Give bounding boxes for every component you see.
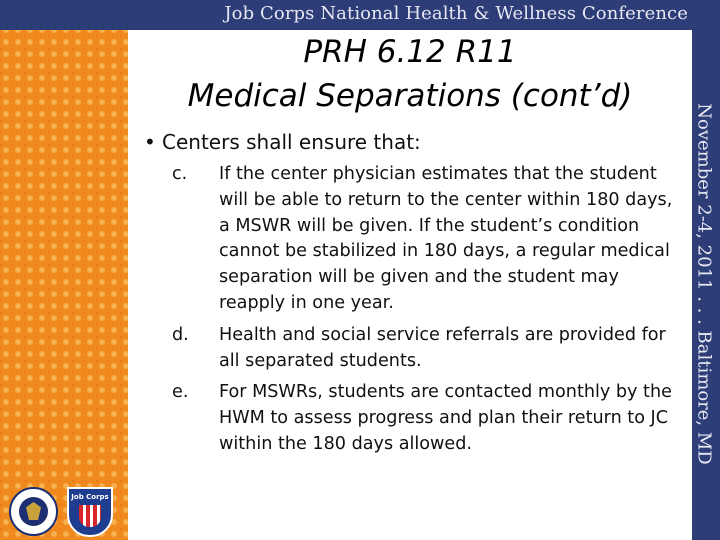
- list-item: [172, 323, 687, 375]
- bullet-icon: •: [144, 130, 156, 154]
- decorative-orange-strip: [0, 0, 128, 540]
- list-item-text: For MSWRs, students are contacted monthly by the HWM to assess progress and plan their return to JC within the 180 days allowed.: [219, 382, 672, 454]
- job-corps-logo-icon: [67, 487, 113, 537]
- list-marker: e.: [172, 382, 189, 403]
- conference-title: Job Corps National Health & Wellness Conference: [224, 3, 688, 24]
- list-item-text: If the center physician estimates that the student will be able to return to the center within 180 days, a MSWR will be given. If the student’s condition cannot be stabilized in 180 days, a regular medical separation will be given and the student may reapply in one year.: [219, 164, 673, 313]
- list-marker: d.: [172, 324, 189, 345]
- conference-banner: [0, 0, 720, 30]
- conference-date-location: November 2-4, 2011 . . . Baltimore, MD: [693, 103, 715, 465]
- list-item: [172, 162, 687, 317]
- job-corps-logo-text: Job Corps: [71, 493, 109, 501]
- bullet-point: [144, 130, 421, 154]
- list-item-text: Health and social service referrals are provided for all separated students.: [219, 324, 666, 371]
- list-marker: c.: [172, 164, 188, 184]
- bullet-text: Centers shall ensure that:: [162, 130, 421, 154]
- sub-item-list: [172, 162, 687, 464]
- flag-stripes-icon: [79, 505, 101, 527]
- department-seal-icon: [9, 487, 58, 536]
- slide-title: [128, 30, 692, 118]
- title-line-2: Medical Separations (cont’d): [187, 78, 633, 114]
- list-item: [172, 380, 687, 457]
- title-line-1: PRH 6.12 R11: [303, 34, 517, 70]
